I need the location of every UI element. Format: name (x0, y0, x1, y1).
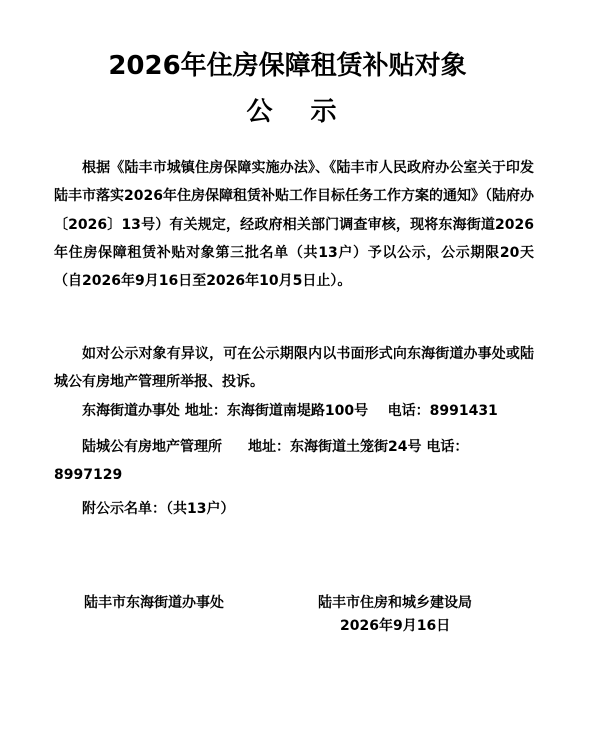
document-subtitle: 公示 (246, 97, 375, 127)
attachment-note-block (54, 495, 534, 523)
signature-right: 陆丰市住房和城乡建设局 (318, 595, 472, 611)
contact-2-phone-label: 电话： (426, 439, 469, 455)
objection-paragraph: 如对公示对象有异议，可在公示期限内以书面形式向东海街道办事处或陆城公有房地产管理所举报、投诉。 (54, 346, 534, 391)
contact-1-text (54, 397, 534, 425)
contact-2-text (54, 433, 534, 461)
signature-date: 2026年9月16日 (340, 618, 451, 634)
contact-1-address: 地址：东海街道南堤路100号 (184, 403, 369, 419)
contact-line-2 (54, 433, 534, 490)
main-paragraph-block (54, 154, 534, 295)
contact-line-1 (54, 397, 534, 425)
contact-2-org: 陆城公有房地产管理所 (82, 439, 222, 455)
contact-2-phone-line (54, 461, 534, 489)
objection-paragraph-block (54, 340, 534, 397)
contact-1-phone: 电话：8991431 (387, 403, 498, 419)
main-paragraph: 根据《陆丰市城镇住房保障实施办法》、《陆丰市人民政府办公室关于印发陆丰市落实2026年住房保障租赁补贴工作目标任务工作方案的通知》（陆府办〔2026〕13号）有关规定，经政府相关部门调查审核，现将东海街道2026年住房保障租赁补贴对象第三批名单（共13户）予以公示，公示期限20天（自2026年9月16日至2026年10月5日止）。 (54, 160, 534, 290)
attachment-note: 附公示名单：（共13户） (82, 501, 235, 517)
contact-2-address: 地址：东海街道土笼街24号 (248, 439, 422, 455)
signature-left: 陆丰市东海街道办事处 (84, 595, 224, 611)
contact-2-phone-number: 8997129 (54, 467, 123, 484)
document-title: 2026年住房保障租赁补贴对象 (108, 51, 467, 81)
contact-1-org: 东海街道办事处 (82, 403, 180, 419)
